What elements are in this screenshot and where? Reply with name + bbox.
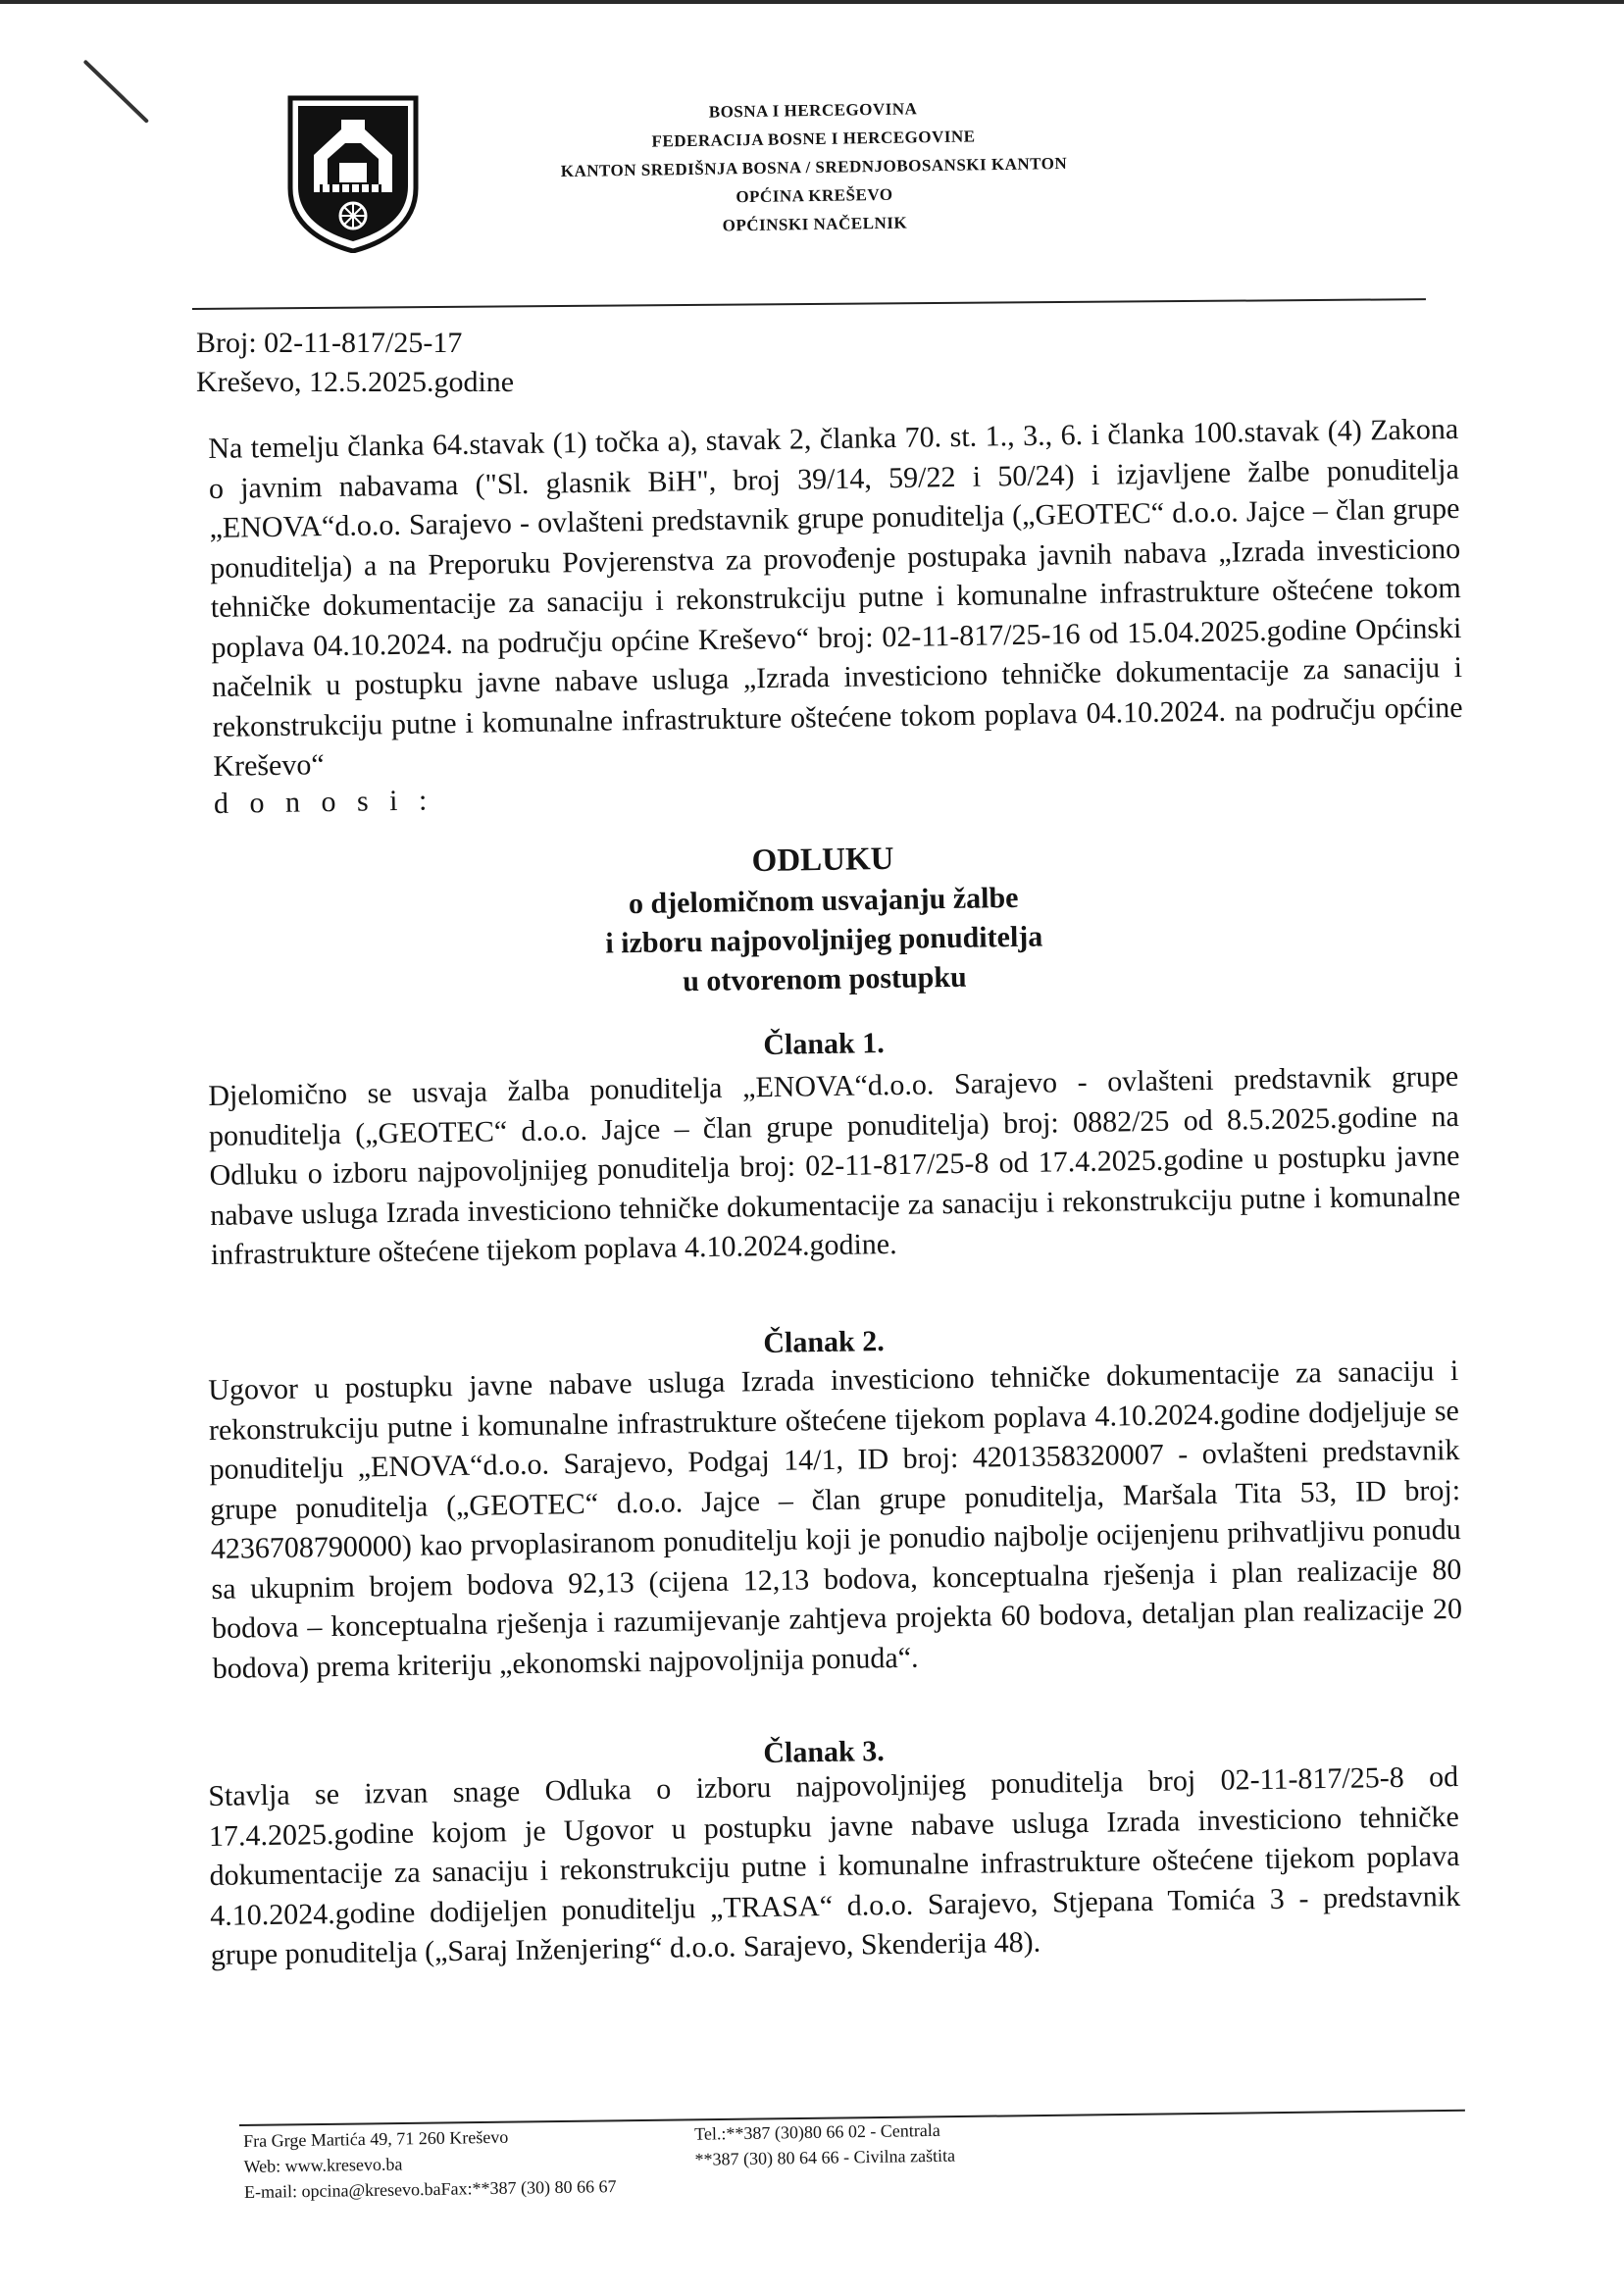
- title-sub: u otvorenom postupku: [682, 960, 967, 998]
- title-sub: o djelomičnom usvajanju žalbe: [628, 881, 1019, 921]
- reference-number: Broj: 02-11-817/25-17: [196, 327, 463, 359]
- footer-email-fax[interactable]: E-mail: opcina@kresevo.baFax:**387 (30) 80 66 67: [243, 2176, 617, 2202]
- document-reference: [196, 324, 514, 402]
- article-1-text: Djelomično se usvaja žalba ponuditelja „ENOVA“d.o.o. Sarajevo - ovlašteni predstavnik grupe ponuditelja („GEOTEC“ d.o.o. Jajce – član grupe ponuditelja) broj: 0882/25 od 8.5.2025.godine na Odluku o izboru najpovoljnijeg ponuditelja broj: 02-11-817/25-8 od 17.4.2025.godine u postupku javne nabave usluga Izrada investiciono tehničke dokumentacije za sanaciju i rekonstrukciju putne i komunalne infrastrukture oštećene tijekom poplava 4.10.2024.godine.: [208, 1059, 1461, 1271]
- footer-phone-central: Tel.:**387 (30)80 66 02 - Centrala: [693, 2119, 940, 2144]
- document-date: Kreševo, 12.5.2025.godine: [196, 366, 515, 398]
- article-2-heading: Članak 2.: [763, 1325, 885, 1359]
- header-line: OPĆINSKI NAČELNIK: [722, 213, 908, 235]
- article-2-text: Ugovor u postupku javne nabave usluga Izrada investiciono tehničke dokumentacije za sanaciju i rekonstrukciju putne i komunalne infrastrukture oštećene tijekom poplava 4.10.2024.godine dodjeljuje se ponuditelju „ENOVA“d.o.o. Sarajevo, Podgaj 14/1, ID broj: 4201358320007 - ovlašteni predstavnik grupe ponuditelja („GEOTEC“ d.o.o. Jajce – član grupe ponuditelja, Maršala Tita 53, ID broj: 4236708790000) kao prvoplasiranom ponuditelju koji je ponudio najbolje ocijenjenu prihvatljivu ponudu sa ukupnim brojem bodova 92,13 (cijena 12,13 bodova, konceptualna rješenja i plan realizacije 80 bodova – konceptualna rješenja i razumijevanje zahtjeva projekta 60 bodova, detaljan plan realizacije 20 bodova) prema kriteriju „ekonomski najpovoljnija ponuda“.: [208, 1353, 1463, 1685]
- article-2: [208, 1351, 1463, 1689]
- kresevo-crest-icon: [284, 94, 422, 253]
- footer-phone-civil: **387 (30) 80 64 66 - Civilna zaštita: [694, 2145, 956, 2169]
- header-line: BOSNA I HERCEGOVINA: [708, 99, 918, 122]
- preamble-section: [208, 410, 1464, 820]
- footer-right: [694, 2116, 1048, 2172]
- title-sub: i izboru najpovoljnijeg ponuditelja: [605, 920, 1043, 960]
- donosi-label: d o n o s i :: [213, 783, 434, 820]
- article-3-heading: Članak 3.: [763, 1735, 885, 1769]
- decision-title: [489, 834, 1158, 1005]
- article-1: [208, 1057, 1461, 1276]
- footer-left: [243, 2120, 715, 2205]
- title-main: ODLUKU: [751, 841, 894, 880]
- scan-edge: [0, 0, 1624, 4]
- footer-address: Fra Grge Martića 49, 71 260 Kreševo: [243, 2126, 509, 2151]
- article-3-text: Stavlja se izvan snage Odluka o izboru najpovoljnijeg ponuditelja broj 02-11-817/25-8 od 17.4.2025.godine kojom je Ugovor u postupku javne nabave usluga Izrada investiciono tehničke dokumentacije za sanaciju i rekonstrukciju putne i komunalne infrastrukture oštećene tijekom poplava 4.10.2024.godine dodijeljen ponuditelju „TRASA“ d.o.o. Sarajevo, Stjepana Tomića 3 - predstavnik grupe ponuditelja („Saraj Inženjering“ d.o.o. Sarajevo, Skenderija 48).: [208, 1759, 1461, 1971]
- pen-mark: [83, 60, 150, 124]
- preamble-text: Na temelju članka 64.stavak (1) točka a), stavak 2, članka 70. st. 1., 3., 6. i članka 100.stavak (4) Zakona o javnim nabavama ("Sl. glasnik BiH", broj 39/14, 59/22 i 50/24) i izjavljene žalbe ponuditelja „ENOVA“d.o.o. Sarajevo - ovlašteni predstavnik grupe ponuditelja („GEOTEC“ d.o.o. Jajce – član grupe ponuditelja) a na Preporuku Povjerenstva za provođenje postupaka javnih nabava „Izrada investiciono tehničke dokumentacije za sanaciju i rekonstrukciju putne i komunalne infrastrukture oštećene tokom poplava 04.10.2024. na području općine Kreševo“ broj: 02-11-817/25-16 od 15.04.2025.godine Općinski načelnik u postupku javne nabave usluga „Izrada investiciono tehničke dokumentacije za sanaciju i rekonstrukciju putne i komunalne infrastrukture oštećene tokom poplava 04.10.2024. na području općine Kreševo“: [208, 412, 1463, 783]
- header-line: OPĆINA KREŠEVO: [736, 184, 893, 207]
- footer-web-link[interactable]: Web: www.kresevo.ba: [243, 2154, 403, 2176]
- header-line: FEDERACIJA BOSNE I HERCEGOVINE: [651, 127, 976, 151]
- header-divider: [192, 298, 1426, 310]
- article-3: [208, 1758, 1461, 1976]
- article-1-heading: Članak 1.: [763, 1027, 885, 1061]
- header-line: KANTON SREDIŠNJA BOSNA / SREDNJOBOSANSKI KANTON: [560, 153, 1068, 181]
- institution-header: [460, 90, 1168, 243]
